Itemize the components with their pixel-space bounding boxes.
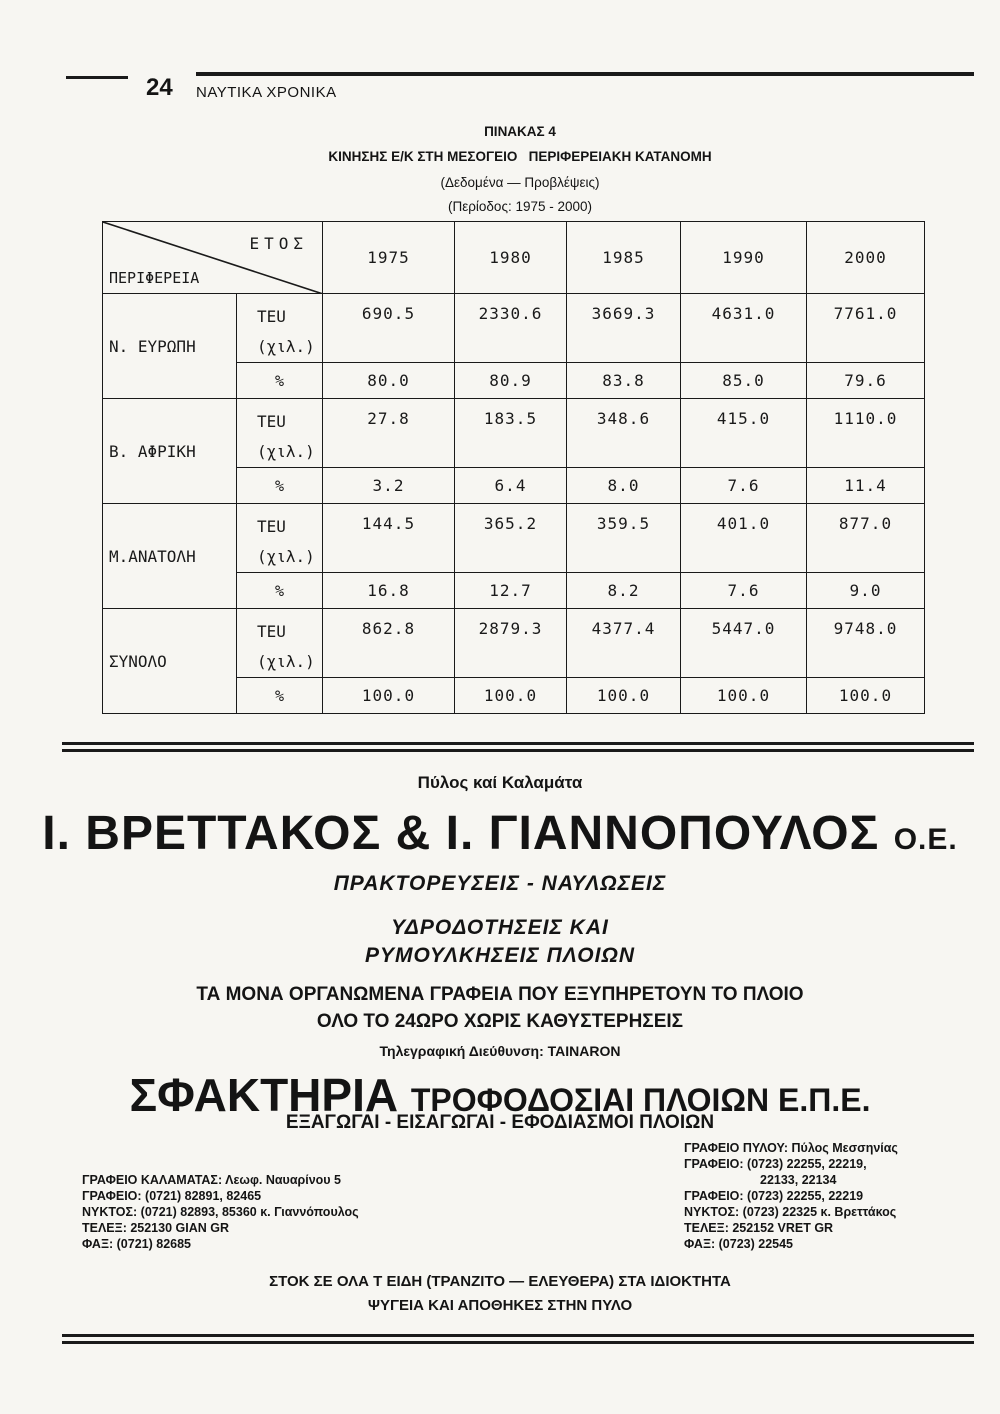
teu-value: 4631.0 (681, 294, 807, 363)
year-header: 1985 (567, 222, 681, 294)
region-label: Ν. ΕΥΡΩΠΗ (103, 294, 237, 399)
regional-distribution-table (102, 221, 925, 714)
percent-value: 80.9 (455, 363, 567, 399)
region-label: ΣΥΝΟΛΟ (103, 609, 237, 714)
year-header: 1990 (681, 222, 807, 294)
teu-unit-cell: TEU (χιλ.) (237, 294, 323, 363)
region-label: Β. ΑΦΡΙΚΗ (103, 399, 237, 504)
teu-value: 401.0 (681, 504, 807, 573)
teu-value: 9748.0 (807, 609, 925, 678)
separator-rule (62, 749, 974, 752)
teu-value: 3669.3 (567, 294, 681, 363)
teu-value: 862.8 (323, 609, 455, 678)
percent-value: 100.0 (807, 678, 925, 714)
percent-value: 83.8 (567, 363, 681, 399)
ad-claim-line-2: ΟΛΟ ΤΟ 24ΩΡΟ ΧΩΡΙΣ ΚΑΘΥΣΤΕΡΗΣΕΙΣ (316, 1011, 684, 1032)
office-line: ΤΕΛΕΞ: 252152 VRET GR (684, 1221, 834, 1235)
teu-unit-cell: TEU (χιλ.) (237, 399, 323, 468)
teu-value: 5447.0 (681, 609, 807, 678)
office-line: ΓΡΑΦΕΙΟ: (0723) 22255, 22219 (684, 1189, 864, 1203)
teu-value: 144.5 (323, 504, 455, 573)
table-row (103, 294, 925, 363)
ad-stock-line-1: ΣΤΟΚ ΣΕ ΟΛΑ Τ ΕΙΔΗ (ΤΡΑΝΖΙΤΟ — ΕΛΕΥΘΕΡΑ) ΣΤΑ ΙΔΙΟΚΤΗΤΑ (269, 1273, 731, 1290)
teu-value: 7761.0 (807, 294, 925, 363)
teu-value: 690.5 (323, 294, 455, 363)
company-suffix: Ο.Ε. (893, 823, 958, 856)
office-kalamata (82, 1172, 359, 1252)
percent-value: 85.0 (681, 363, 807, 399)
ad-telegraph-address: Τηλεγραφική Διεύθυνση: TAINARON (379, 1043, 621, 1059)
teu-value: 183.5 (455, 399, 567, 468)
separator-rule (62, 742, 974, 745)
table-row (103, 399, 925, 468)
year-header: 1980 (455, 222, 567, 294)
table-caption-subject: ΚΙΝΗΣΗΣ Ε/Κ ΣΤΗ ΜΕΣΟΓΕΙΟ ΠΕΡΙΦΕΡΕΙΑΚΗ ΚΑΤΑΝΟΜΗ (328, 149, 712, 164)
percent-value: 12.7 (455, 573, 567, 609)
office-line: ΤΕΛΕΞ: 252130 GIAN GR (82, 1221, 229, 1235)
office-line: ΓΡΑΦΕΙΟ ΠΥΛΟΥ: Πύλος Μεσσηνίας (684, 1141, 898, 1155)
teu-value: 359.5 (567, 504, 681, 573)
office-line: ΦΑΞ: (0723) 22545 (684, 1237, 793, 1251)
separator-rule (62, 1334, 974, 1337)
percent-value: 100.0 (323, 678, 455, 714)
teu-unit-cell: TEU (χιλ.) (237, 504, 323, 573)
year-header: 2000 (807, 222, 925, 294)
region-label: Μ.ΑΝΑΤΟΛΗ (103, 504, 237, 609)
office-line: ΝΥΚΤΟΣ: (0723) 22325 κ. Βρεττάκος (684, 1205, 897, 1219)
teu-unit-cell: TEU (χιλ.) (237, 609, 323, 678)
ad-company-name (0, 806, 1000, 868)
office-pylos (684, 1140, 898, 1252)
header-rule-right (196, 72, 974, 76)
year-header: 1975 (323, 222, 455, 294)
percent-value: 100.0 (455, 678, 567, 714)
table-caption-period: (Περίοδος: 1975 - 2000) (447, 199, 593, 214)
ad-agency-services: ΠΡΑΚΤΟΡΕΥΣΕΙΣ - ΝΑΥΛΩΣΕΙΣ (333, 872, 667, 895)
teu-value: 1110.0 (807, 399, 925, 468)
table-header-row (103, 222, 925, 294)
percent-value: 79.6 (807, 363, 925, 399)
office-line: ΝΥΚΤΟΣ: (0721) 82893, 85360 κ. Γιαννόπουλος (82, 1205, 359, 1219)
percent-value: 100.0 (567, 678, 681, 714)
teu-value: 2330.6 (455, 294, 567, 363)
percent-value: 16.8 (323, 573, 455, 609)
header-rule-left (66, 76, 128, 79)
ad-stock-line-2: ΨΥΓΕΙΑ ΚΑΙ ΑΠΟΘΗΚΕΣ ΣΤΗΝ ΠΥΛΟ (367, 1297, 633, 1314)
teu-value: 877.0 (807, 504, 925, 573)
percent-value: 80.0 (323, 363, 455, 399)
percent-value: 8.0 (567, 468, 681, 504)
table-row (103, 504, 925, 573)
company-name-text: Ι. ΒΡΕΤΤΑΚΟΣ & Ι. ΓΙΑΝΝΟΠΟΥΛΟΣ (42, 807, 880, 860)
office-line: ΦΑΞ: (0721) 82685 (82, 1237, 191, 1251)
teu-value: 415.0 (681, 399, 807, 468)
percent-value: 7.6 (681, 573, 807, 609)
ad-exports-line: ΕΞΑΓΩΓΑΙ - ΕΙΣΑΓΩΓΑΙ - ΕΦΟΔΙΑΣΜΟΙ ΠΛΟΙΩΝ (285, 1112, 715, 1133)
table-caption-note: (Δεδομένα — Προβλέψεις) (440, 175, 600, 190)
teu-value: 27.8 (323, 399, 455, 468)
office-line: 22133, 22134 (760, 1173, 837, 1187)
percent-value: 11.4 (807, 468, 925, 504)
separator-rule (62, 1341, 974, 1344)
ad-location: Πύλος καί Καλαμάτα (417, 773, 583, 792)
teu-value: 348.6 (567, 399, 681, 468)
percent-unit-cell: % (237, 573, 323, 609)
teu-value: 2879.3 (455, 609, 567, 678)
ad-supply-line-2: ΡΥΜΟΥΛΚΗΣΕΙΣ ΠΛΟΙΩΝ (364, 944, 636, 967)
page-number: 24 (146, 74, 173, 101)
publication-name: ΝΑΥΤΙΚΑ ΧΡΟΝΙΚΑ (196, 84, 337, 101)
teu-value: 4377.4 (567, 609, 681, 678)
teu-value: 365.2 (455, 504, 567, 573)
corner-region-label: ΠΕΡΙΦΕΡΕΙΑ (109, 269, 200, 287)
table-row (103, 609, 925, 678)
percent-value: 100.0 (681, 678, 807, 714)
office-line: ΓΡΑΦΕΙΟ: (0723) 22255, 22219, (684, 1157, 867, 1171)
ad-supply-line-1: ΥΔΡΟΔΟΤΗΣΕΙΣ ΚΑΙ (391, 916, 609, 939)
percent-value: 9.0 (807, 573, 925, 609)
percent-value: 8.2 (567, 573, 681, 609)
percent-value: 6.4 (455, 468, 567, 504)
sfakt-subtitle: ΤΡΟΦΟΔΟΣΙΑΙ ΠΛΟΙΩΝ Ε.Π.Ε. (410, 1082, 871, 1118)
percent-unit-cell: % (237, 468, 323, 504)
percent-unit-cell: % (237, 678, 323, 714)
office-line: ΓΡΑΦΕΙΟ: (0721) 82891, 82465 (82, 1189, 262, 1203)
table-corner-cell (103, 222, 323, 294)
percent-value: 7.6 (681, 468, 807, 504)
percent-value: 3.2 (323, 468, 455, 504)
ad-claim-line-1: ΤΑ ΜΟΝΑ ΟΡΓΑΝΩΜΕΝΑ ΓΡΑΦΕΙΑ ΠΟΥ ΕΞΥΠΗΡΕΤΟΥΝ ΤΟ ΠΛΟΙΟ (196, 984, 804, 1005)
corner-year-label: ΕΤΟΣ (249, 234, 308, 253)
table-caption-title: ΠΙΝΑΚΑΣ 4 (484, 124, 556, 139)
percent-unit-cell: % (237, 363, 323, 399)
office-line: ΓΡΑΦΕΙΟ ΚΑΛΑΜΑΤΑΣ: Λεωφ. Ναυαρίνου 5 (82, 1173, 341, 1187)
sfakt-name: ΣΦΑΚΤΗΡΙΑ (129, 1069, 399, 1121)
